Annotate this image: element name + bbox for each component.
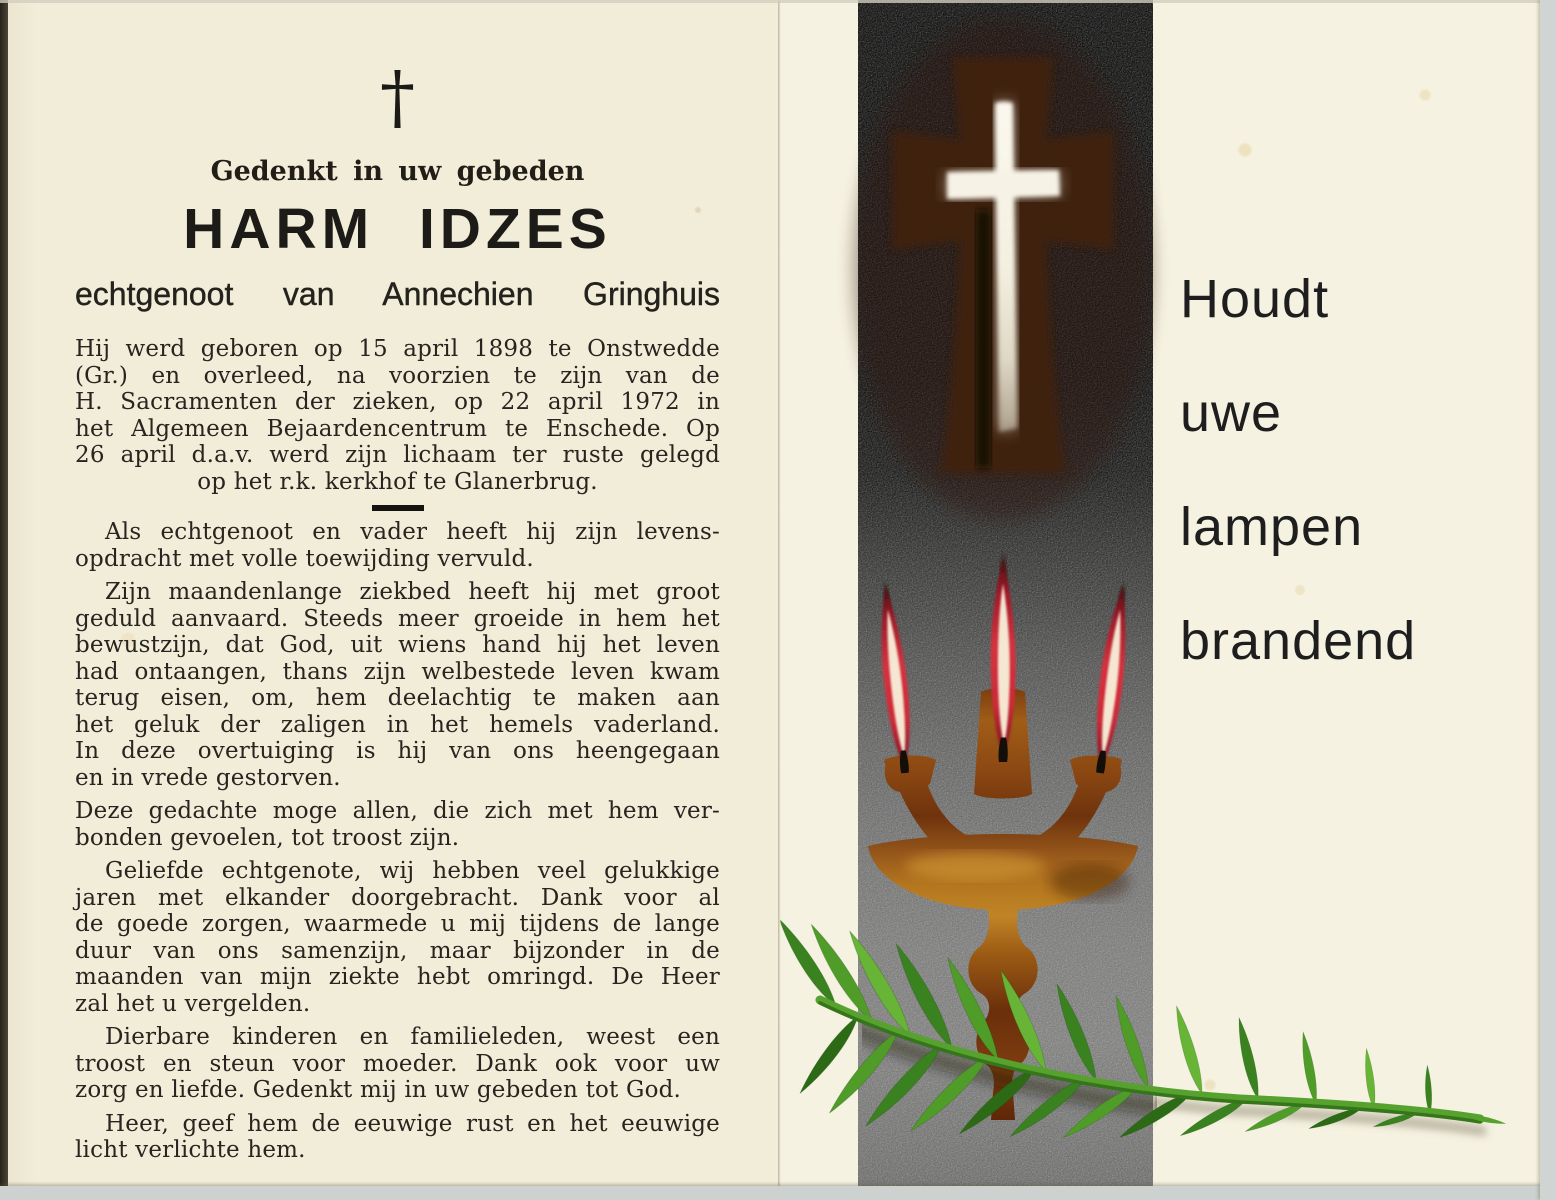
text-line: 26 april d.a.v. werd zijn lichaam ter ruste gelegd — [75, 442, 720, 468]
paragraph-consolation — [75, 798, 720, 851]
memorial-text — [75, 336, 720, 1164]
text-line: Hij werd geboren op 15 april 1898 te Onstwedde — [75, 336, 720, 362]
text-line: Heer, geef hem de eeuwige rust en het eeuwige — [105, 1110, 720, 1137]
text-line: licht verlichte hem. — [75, 1137, 306, 1163]
text-line: de goede zorgen, waarmede u mij tijdens de lange — [75, 911, 720, 937]
text-line: H. Sacramenten der zieken, op 22 april 1972 in — [75, 389, 720, 415]
text-line: (Gr.) en overleed, na voorzien te zijn van de — [75, 362, 720, 389]
text-line: zorg en liefde. Gedenkt mij in uw gebeden tot God. — [75, 1077, 682, 1103]
card-left-edge — [0, 0, 8, 1200]
text-line: bonden gevoelen, tot troost zijn. — [75, 824, 460, 851]
text-line: duur van ons samenzijn, maar bijzonder in de — [75, 937, 720, 964]
paragraph-prayer — [75, 1111, 720, 1164]
motto-line: uwe — [1180, 383, 1283, 443]
paragraph-husband-father — [75, 519, 720, 572]
separator-rule — [372, 505, 424, 511]
text-line: maanden van mijn ziekte hebt omringd. De Heer — [75, 964, 720, 990]
motto-text — [1180, 242, 1416, 698]
text-line: had ontaangen, thans zijn welbestede leven kwam — [75, 658, 720, 685]
intro-line: Gedenkt in uw gebeden — [210, 156, 585, 187]
text-line: het Algemeen Bejaardencentrum te Enschede. Op — [75, 415, 720, 442]
scanner-bed-bottom — [0, 1186, 1556, 1200]
text-line: Als echtgenoot en vader heeft hij zijn levens- — [105, 519, 720, 545]
text-line: Geliefde echtgenote, wij hebben veel gelukkige — [105, 858, 720, 884]
text-line: Zijn maandenlange ziekbed heeft hij met groot — [105, 579, 720, 605]
text-line: bewustzijn, dat God, uit wiens hand hij het leven — [75, 632, 720, 658]
text-line: In deze overtuiging is hij van ons heengegaan — [75, 738, 720, 764]
motto-line: brandend — [1180, 611, 1417, 671]
deceased-name: HARM IDZES — [183, 197, 612, 261]
text-line: troost en steun voor moeder. Dank ook voor uw — [75, 1050, 720, 1077]
right-page — [780, 0, 1542, 1188]
text-line: Dierbare kinderen en familieleden, weest een — [105, 1024, 720, 1050]
paragraph-illness — [75, 579, 720, 791]
scanner-bed-right — [1540, 0, 1556, 1200]
dagger-cross-icon: † — [380, 56, 415, 138]
text-line: jaren met elkander doorgebracht. Dank voor al — [75, 884, 720, 911]
card-top-edge — [0, 0, 1556, 3]
text-line: het geluk der zaligen in het hemels vaderland. — [75, 711, 720, 738]
relation-line: echtgenoot van Annechien Gringhuis — [75, 276, 720, 312]
left-text-column — [75, 0, 720, 1188]
paragraph-to-wife — [75, 858, 720, 1017]
text-line: en in vrede gestorven. — [75, 764, 341, 791]
text-line: Deze gedachte moge allen, die zich met hem ver- — [75, 798, 720, 824]
paragraph-to-children — [75, 1024, 720, 1104]
text-line: terug eisen, om, hem deelachtig te maken aan — [75, 685, 720, 711]
motto-line: lampen — [1180, 497, 1364, 557]
page-fold-line — [778, 0, 781, 1188]
left-page — [8, 0, 780, 1188]
text-line: geduld aanvaard. Steeds meer groeide in hem het — [75, 605, 720, 632]
illustration-panel — [858, 0, 1153, 1186]
motto-line: Houdt — [1180, 269, 1330, 329]
paragraph-biography — [75, 336, 720, 495]
text-line: opdracht met volle toewijding vervuld. — [75, 545, 534, 572]
text-line: zal het u vergelden. — [75, 990, 311, 1017]
text-line: op het r.k. kerkhof te Glanerbrug. — [197, 468, 598, 495]
